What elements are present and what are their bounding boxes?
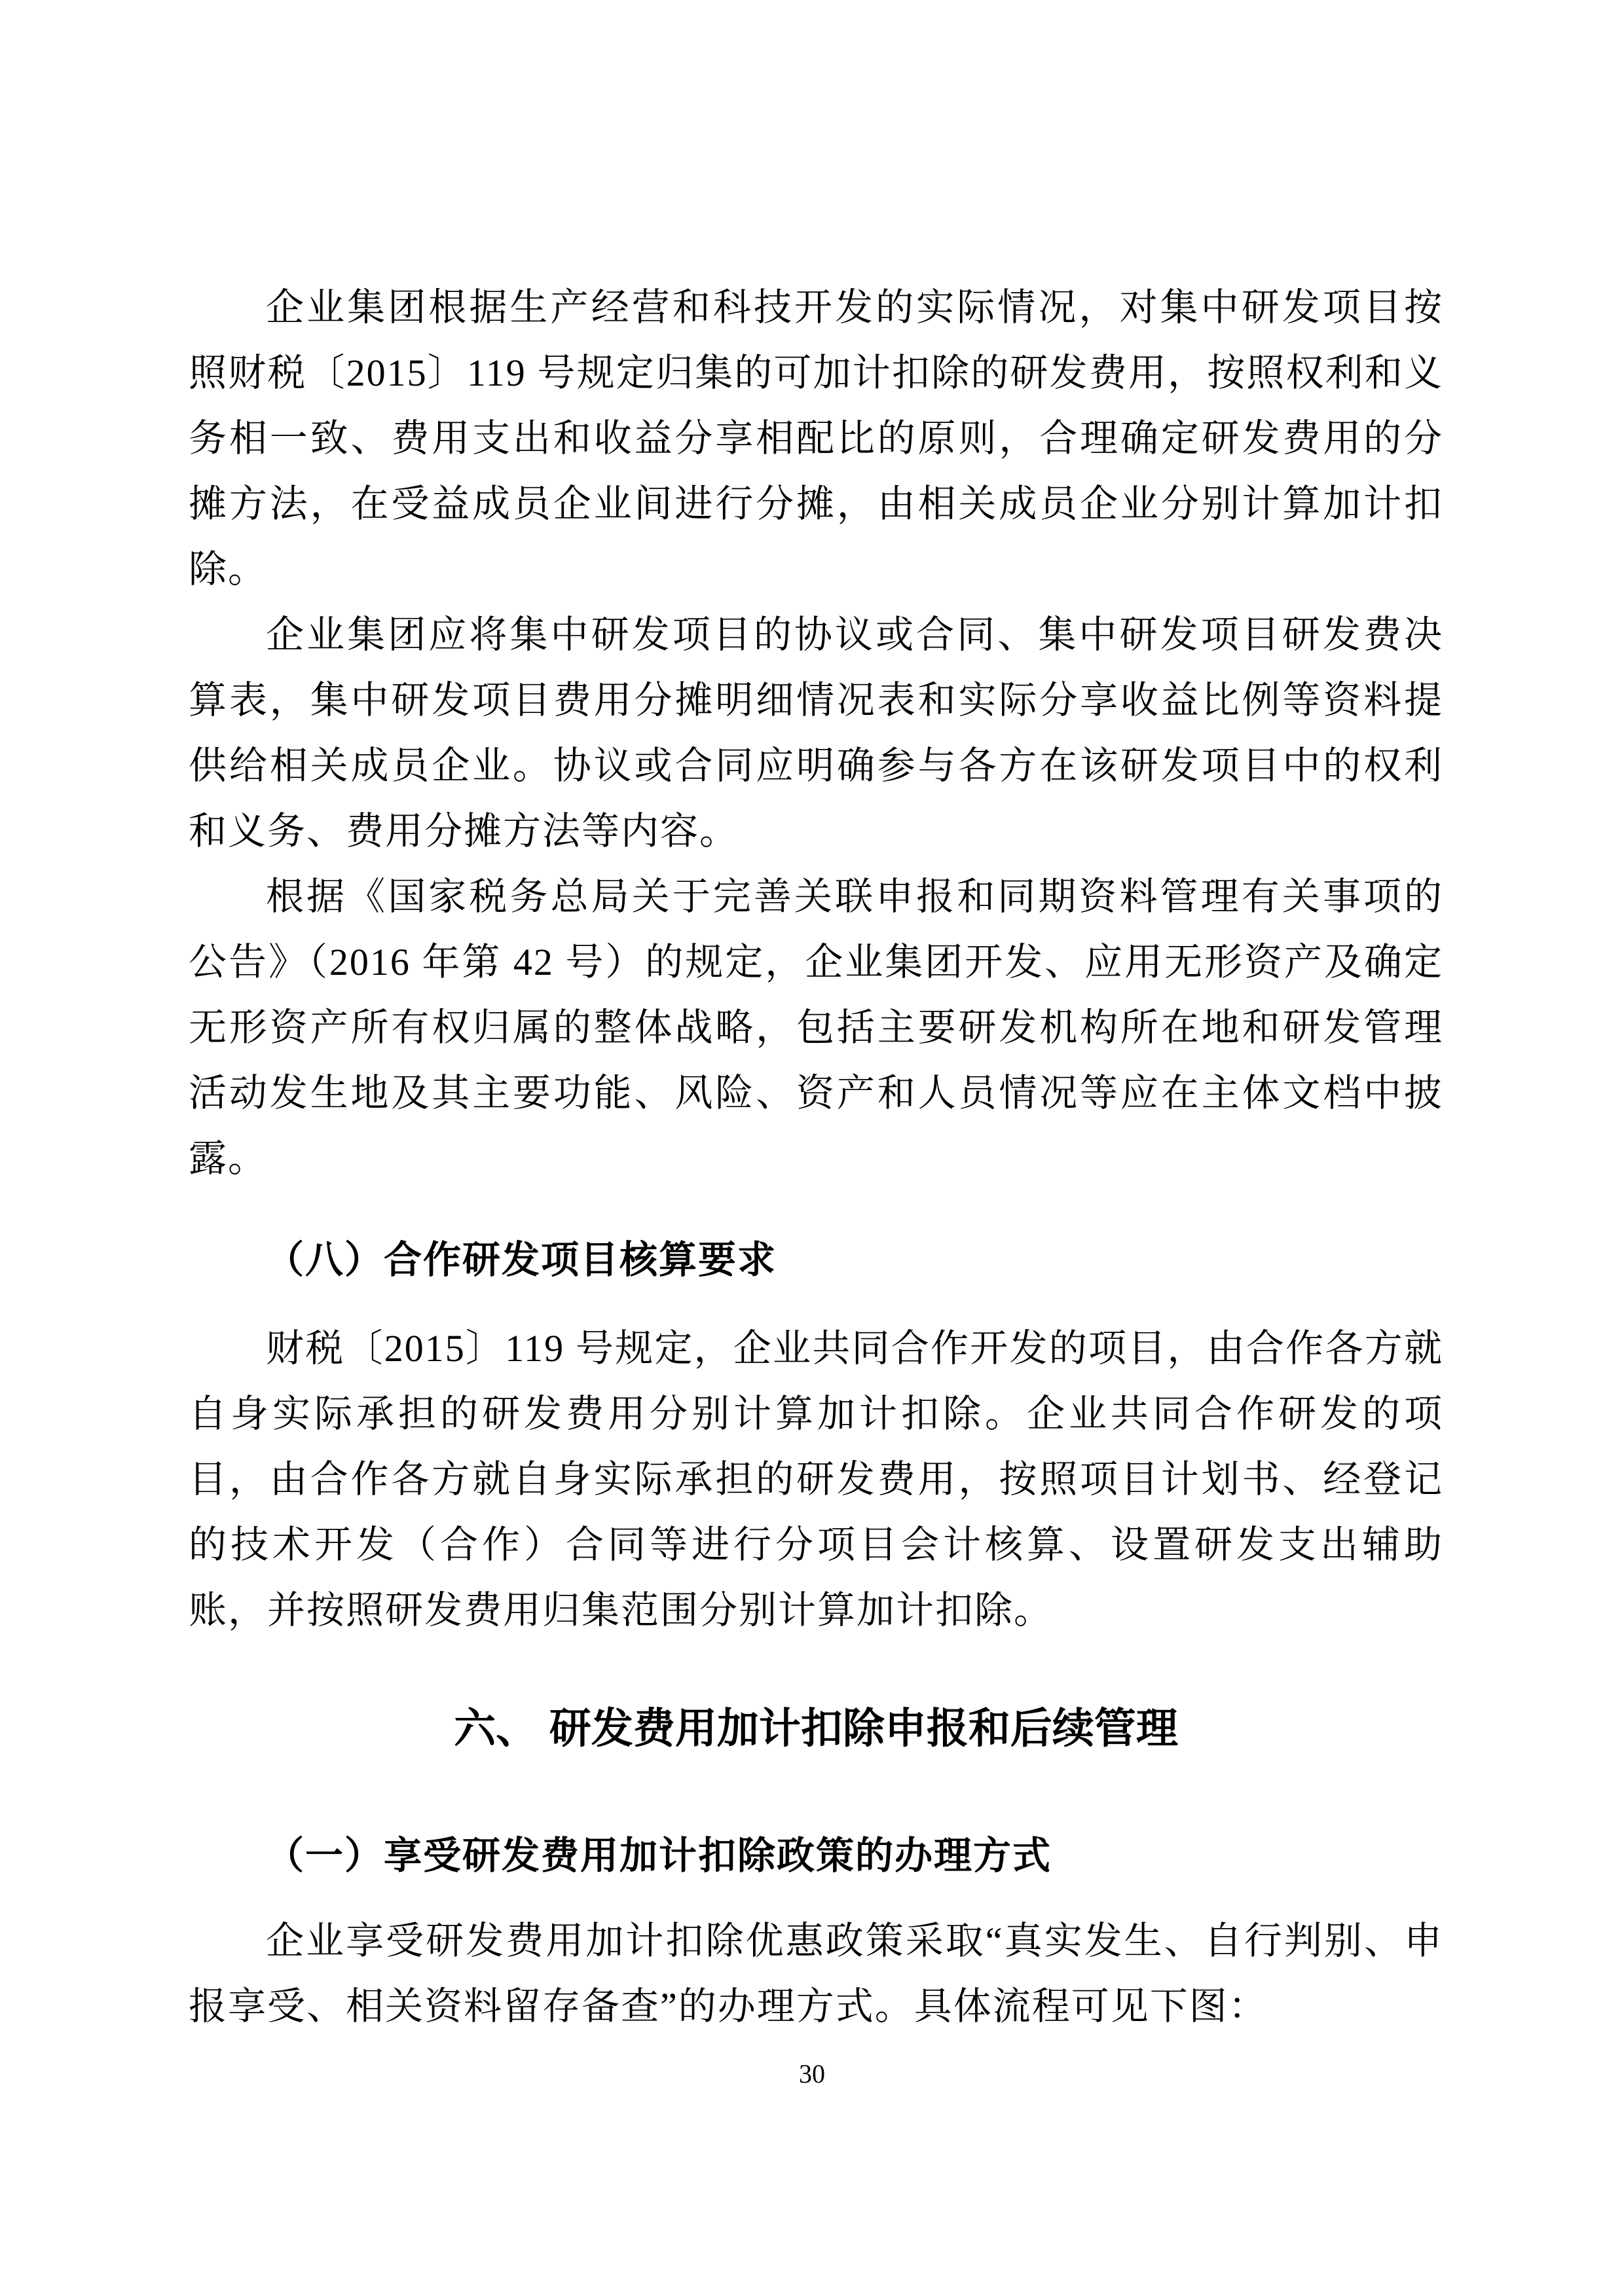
section-heading-handling-method: （一）享受研发费用加计扣除政策的办理方式	[266, 1834, 1052, 1877]
paragraph-cooperative-rd-accounting: 财税〔2015〕119 号规定，企业共同合作开发的项目，由合作各方就自身实际承担的研发费用分别计算加计扣除。企业共同合作研发的项目，由合作各方就自身实际承担的研发费用，按照项目计划书、经登记的技术开发（合作）合同等进行分项目会计核算、设置研发支出辅助账，并按照研发费用归集范围分别计算加计扣除。	[189, 1327, 1443, 1631]
paragraph-group-rd-allocation: 企业集团根据生产经营和科技开发的实际情况，对集中研发项目按照财税〔2015〕119 号规定归集的可加计扣除的研发费用，按照权利和义务相一致、费用支出和收益分享相配比的原则，合理确定研发费用的分摊方法，在受益成员企业间进行分摊，由相关成员企业分别计算加计扣除。	[189, 286, 1443, 591]
chapter-heading-declaration-management: 六、 研发费用加计扣除申报和后续管理	[454, 1705, 1178, 1752]
paragraph-group-rd-materials: 企业集团应将集中研发项目的协议或合同、集中研发项目研发费决算表，集中研发项目费用分摊明细情况表和实际分享收益比例等资料提供给相关成员企业。协议或合同应明确参与各方在该研发项目中的权利和义务、费用分摊方法等内容。	[189, 613, 1443, 852]
section-heading-cooperative-rd: （八）合作研发项目核算要求	[266, 1239, 777, 1281]
paragraph-policy-handling-method: 企业享受研发费用加计扣除优惠政策采取“真实发生、自行判别、申报享受、相关资料留存备查”的办理方式。具体流程可见下图：	[189, 1920, 1443, 2028]
paragraph-related-party-disclosure: 根据《国家税务总局关于完善关联申报和同期资料管理有关事项的公告》（2016 年第 42 号）的规定，企业集团开发、应用无形资产及确定无形资产所有权归属的整体战略，包括主要研发机构所在地和研发管理活动发生地及其主要功能、风险、资产和人员情况等应在主体文档中披露。	[189, 875, 1443, 1180]
document-body	[189, 275, 1443, 2039]
page-number: 30	[799, 2059, 825, 2088]
